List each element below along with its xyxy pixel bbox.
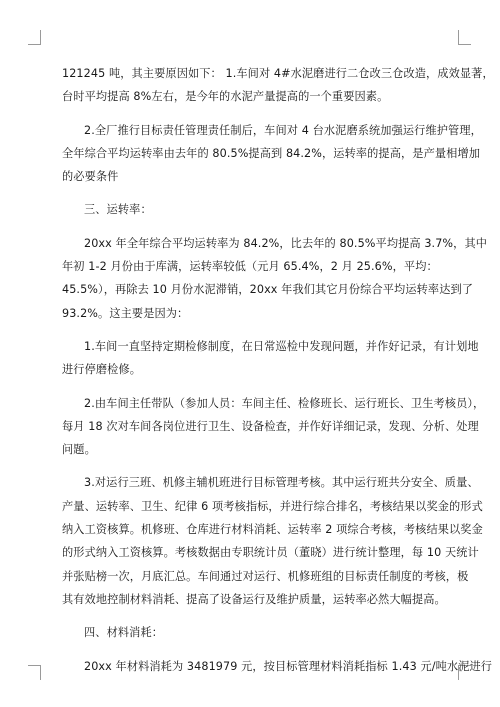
text-line: 每月 18 次对车间各岗位进行卫生、设备检查，并作好详细记录，发现、分析、处理: [62, 419, 479, 433]
paragraph-gap: [62, 325, 442, 335]
text-line: 产量、运转率、卫生、纪律 6 项考核指标，并进行综合排名，考核结果以奖金的形式: [62, 499, 483, 513]
text-line: 年初 1-2 月份由于库满，运转率较低（元月 65.4%，2 月 25.6%，平均：: [62, 260, 438, 274]
text-line: 1.车间一直坚持定期检修制度，在日常巡检中发现问题，并作好记录，有计划地: [84, 339, 479, 353]
paragraph-gap: [62, 188, 442, 198]
text-line: 全年综合平均运转率由去年的 80.5%提高到 84.2%，运转率的提高，是产量相增加: [62, 146, 481, 160]
text-line: 四、材料消耗：: [84, 626, 164, 640]
text-line: 121245 吨，其主要原因如下： 1.车间对 4#水泥磨进行二仓改三仓改造，成效显著，: [62, 67, 494, 80]
text-line: 20xx 年材料消耗为 3481979 元，按目标管理材料消耗指标 1.43 元/吨水泥进行: [84, 659, 493, 673]
crop-mark-top-left: [28, 30, 41, 45]
text-line: 20xx 年全年综合平均运转率为 84.2%，比去年的 80.5%平均提高 3.7%，其中: [84, 236, 488, 250]
text-line: 进行停磨检修。: [62, 363, 142, 377]
text-line: 三、运转率：: [84, 203, 152, 217]
document-body: [62, 62, 494, 678]
text-line: 3.对运行三班、机修主辅机班进行目标管理考核。其中运行班共分安全、质量、: [84, 476, 479, 490]
paragraph-gap: [62, 461, 442, 471]
text-line: 台时平均提高 8%左右，是今年的水泥产量提高的一个重要因素。: [62, 90, 389, 104]
text-line: 45.5%），再除去 10 月份水泥滞销，20xx 年我们其它月份综合平均运转率达到了: [62, 283, 474, 297]
paragraph-gap: [62, 645, 442, 655]
text-line: 的必要条件: [62, 170, 119, 184]
paragraph-gap: [62, 109, 442, 119]
text-line: 93.2%。这主要是因为：: [62, 306, 189, 320]
text-line: 问题。: [62, 443, 96, 457]
text-line: 其有效地控制材料消耗、提高了设备运行及维护质量，运转率必然大幅提高。: [62, 592, 446, 606]
text-line: 纳入工资核算。机修班、仓库进行材料消耗、运转率 2 项综合考核，考核结果以奖金: [62, 523, 483, 537]
paragraph-gap: [62, 611, 442, 621]
text-line: 2.由车间主任带队（参加人员：车间主任、检修班长、运行班长、卫生考核员），: [84, 396, 485, 410]
text-line: 2.全厂推行目标责任管理责任制后，车间对 4 台水泥磨系统加强运行维护管理，: [84, 123, 482, 137]
text-line: 的形式纳入工资核算。考核数据由专职统计员（董晓）进行统计整理，每 10 天统计: [62, 546, 479, 560]
text-line: 并张贴榜一次，月底汇总。车间通过对运行、机修班组的目标责任制度的考核，极: [62, 569, 469, 583]
paragraph-gap: [62, 382, 442, 392]
crop-mark-top-right: [458, 30, 471, 45]
paragraph-gap: [62, 222, 442, 232]
crop-mark-bottom-left: [28, 665, 41, 680]
